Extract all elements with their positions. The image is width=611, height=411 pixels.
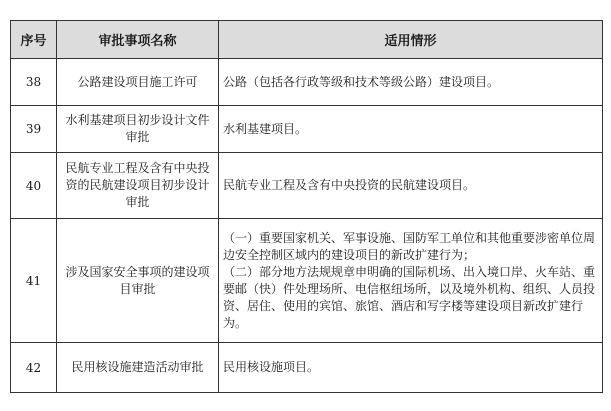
row-scope — [219, 153, 603, 219]
scope-paragraph: 公路（包括各行政等级和技术等级公路）建设项目。 — [223, 74, 500, 89]
row-number: 38 — [11, 59, 57, 106]
scope-paragraph: （一）重要国家机关、军事设施、国防军工单位和其他重要涉密单位周边安全控制区域内的建设项目的新改扩建行为； — [223, 230, 596, 262]
row-number: 42 — [11, 343, 57, 393]
row-scope — [219, 219, 603, 343]
table-row — [11, 153, 603, 219]
row-item-name: 水利基建项目初步设计文件审批 — [57, 106, 219, 153]
header-item-name: 审批事项名称 — [57, 21, 219, 59]
table-row — [11, 106, 603, 153]
row-number: 40 — [11, 153, 57, 219]
scope-paragraph: 民用核设施项目。 — [223, 360, 320, 374]
row-scope — [219, 59, 603, 106]
table-row — [11, 59, 603, 106]
row-item-name: 涉及国家安全事项的建设项目审批 — [57, 219, 219, 343]
table-header-row — [11, 21, 603, 59]
row-scope — [219, 106, 603, 153]
row-item-name: 民航专业工程及含有中央投资的民航建设项目初步设计审批 — [57, 153, 219, 219]
table-row — [11, 343, 603, 393]
header-serial-number: 序号 — [11, 21, 57, 59]
row-scope — [219, 343, 603, 393]
scope-paragraph: （二）部分地方法规规章申明确的国际机场、出入境口岸、火车站、重要邮（快）件处理场所、电信枢纽场所，以及境外机构、组织、人员投资、居住、使用的宾馆、旅馆、酒店和写字楼等建设项目新改扩建行为。 — [223, 264, 596, 330]
row-number: 41 — [11, 219, 57, 343]
row-item-name: 公路建设项目施工许可 — [57, 59, 219, 106]
row-number: 39 — [11, 106, 57, 153]
scope-paragraph: 民航专业工程及含有中央投资的民航建设项目。 — [223, 178, 476, 192]
row-item-name: 民用核设施建造活动审批 — [57, 343, 219, 393]
approval-items-table — [10, 20, 603, 393]
header-applicable-scope: 适用情形 — [219, 21, 603, 59]
table-row — [11, 219, 603, 343]
scope-paragraph: 水利基建项目。 — [223, 121, 308, 136]
